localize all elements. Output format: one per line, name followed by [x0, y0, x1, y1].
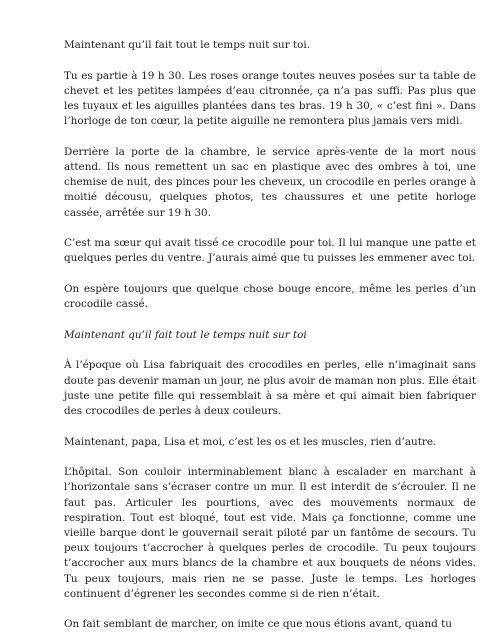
- paragraph-4: C’est ma sœur qui avait tissé ce crocodile pour toi. Il lui manque une patte et quelques perles du ventre. J’aurais aimé que tu puisses les emmener avec toi.: [64, 237, 476, 265]
- paragraph-7: À l’époque où Lisa fabriquait des crocodiles en perles, elle n’imaginait sans doute pas devenir maman un jour, ne plus avoir de maman non plus. Elle était juste une petite fille qui ressemblait à sa mère et qui aimait bien fabriquer des crocodiles de perles à deux couleurs.: [64, 359, 476, 417]
- italic-refrain: Maintenant qu’il fait tout le temps nuit sur toi: [64, 328, 307, 341]
- paragraph-3: Derrière la porte de la chambre, le service après-vente de la mort nous attend. Ils nous remettent un sac en plastique avec des ombres à toi, une chemise de nuit, des pinces pour les cheveux, un crocodile en perles orange à moitié décousu, quelques photos, tes chaussures et une petite horloge cassée, arrêtée sur 19 h 30.: [64, 145, 476, 219]
- paragraph-5: On espère toujours que quelque chose bouge encore, même les perles d’un crocodile cassé.: [64, 283, 476, 311]
- paragraph-9: L’hôpital. Son couloir interminablement blanc à escalader en marchant à l’horizontale sans s’écraser contre un mur. Il est interdit de s’écrouler. Il ne faut pas. Articuler les pourtions, avec des mouvements normaux de respiration. Tout est bloqué, tout est vide. Mais ça fonctionne, comme une vieille barque dont le gouvernail serait piloté par un fantôme de secours. Tu peux toujours t’accrocher à quelques perles de crocodile. Tu peux toujours t’accrocher aux murs blancs de la chambre et aux bouquets de néons vides. Tu peux toujours, mais rien ne se passe. Juste le temps. Les horloges continuent d’égrener les secondes comme si de rien n’était.: [64, 466, 476, 600]
- paragraph-8: Maintenant, papa, Lisa et moi, c’est les os et les muscles, rien d’autre.: [64, 435, 437, 448]
- paragraph-10: On fait semblant de marcher, on imite ce que nous étions avant, quand tu: [64, 618, 452, 631]
- paragraph-1: Maintenant qu’il fait tout le temps nuit sur toi.: [64, 39, 311, 51]
- paragraph-2: Tu es partie à 19 h 30. Les roses orange toutes neuves posées sur ta table de chevet et les petites lampées d’eau citronnée, ça n’a pas suffi. Pas plus que les tuyaux et les aiguilles plantées dans tes bras. 19 h 30, « c’est fini ». Dans l’horloge de ton cœur, la petite aiguille ne remontera plus jamais vers midi.: [64, 69, 476, 128]
- body-text: [64, 38, 476, 640]
